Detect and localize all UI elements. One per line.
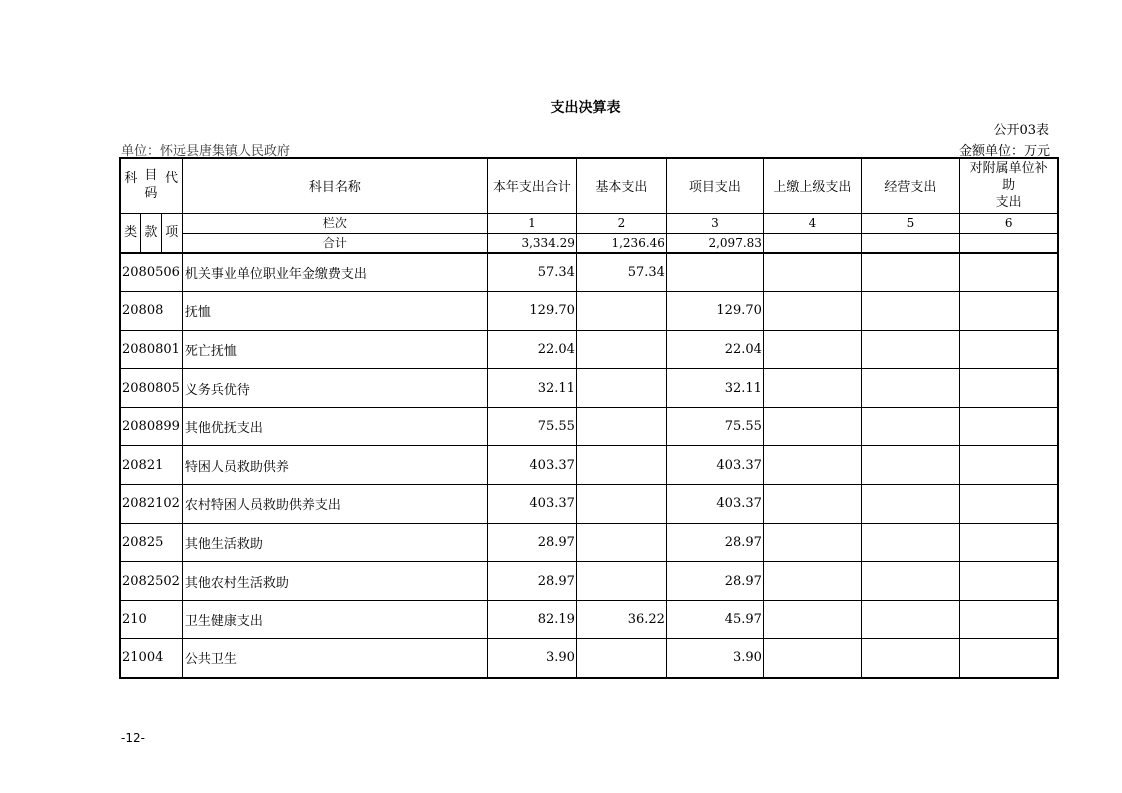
- row-basic: [576, 485, 666, 524]
- row-name: 死亡抚恤: [182, 330, 487, 369]
- row-name: 公共卫生: [182, 639, 487, 678]
- row-code: 2080899: [120, 407, 182, 446]
- row-project: 403.37: [666, 485, 763, 524]
- table-row: [120, 292, 1058, 331]
- row-subsidy: [959, 253, 1058, 292]
- business-header: 经营支出: [861, 158, 959, 213]
- row-project: 129.70: [666, 292, 763, 331]
- subsidy-header: 对附属单位补 助 支出: [959, 158, 1058, 213]
- row-basic: [576, 446, 666, 485]
- lanci-1: 1: [487, 213, 576, 233]
- sum-row: [120, 233, 1058, 253]
- lanci-2: 2: [576, 213, 666, 233]
- row-total: 28.97: [487, 523, 576, 562]
- project-header: 项目支出: [666, 158, 763, 213]
- row-subsidy: [959, 369, 1058, 408]
- row-name: 义务兵优待: [182, 369, 487, 408]
- kuan-header: 款: [141, 213, 161, 253]
- header-row: [120, 158, 1058, 213]
- row-subsidy: [959, 485, 1058, 524]
- table-number: 公开03表: [993, 123, 1049, 138]
- row-project: 3.90: [666, 639, 763, 678]
- row-name: 抚恤: [182, 292, 487, 331]
- row-upper: [763, 369, 861, 408]
- row-basic: [576, 292, 666, 331]
- row-upper: [763, 446, 861, 485]
- row-total: 3.90: [487, 639, 576, 678]
- row-basic: [576, 369, 666, 408]
- table-row: [120, 407, 1058, 446]
- row-code: 2080801: [120, 330, 182, 369]
- page-number: -12-: [121, 731, 145, 745]
- row-upper: [763, 562, 861, 601]
- table-row: [120, 639, 1058, 678]
- sum-upper: [763, 233, 861, 253]
- lanci-label: 栏次: [182, 213, 487, 233]
- row-project: 75.55: [666, 407, 763, 446]
- lanci-4: 4: [763, 213, 861, 233]
- row-name: 机关事业单位职业年金缴费支出: [182, 253, 487, 292]
- row-upper: [763, 639, 861, 678]
- sum-subsidy: [959, 233, 1058, 253]
- table-row: [120, 446, 1058, 485]
- row-total: 129.70: [487, 292, 576, 331]
- sum-total: 3,334.29: [487, 233, 576, 253]
- sum-business: [861, 233, 959, 253]
- row-business: [861, 600, 959, 639]
- row-subsidy: [959, 639, 1058, 678]
- row-code: 20825: [120, 523, 182, 562]
- row-project: 28.97: [666, 562, 763, 601]
- row-basic: [576, 562, 666, 601]
- row-business: [861, 369, 959, 408]
- row-total: 403.37: [487, 446, 576, 485]
- row-upper: [763, 600, 861, 639]
- row-business: [861, 330, 959, 369]
- row-name: 农村特困人员救助供养支出: [182, 485, 487, 524]
- money-unit-label: 金额单位：万元: [958, 144, 1050, 159]
- row-project: 45.97: [666, 600, 763, 639]
- lanci-row: [120, 213, 1058, 233]
- row-basic: [576, 523, 666, 562]
- code-dai-header: 代: [161, 158, 182, 213]
- total-header: 本年支出合计: [487, 158, 576, 213]
- row-business: [861, 253, 959, 292]
- row-code: 21004: [120, 639, 182, 678]
- lanci-5: 5: [861, 213, 959, 233]
- table-row: [120, 253, 1058, 292]
- row-project: 22.04: [666, 330, 763, 369]
- row-total: 28.97: [487, 562, 576, 601]
- row-upper: [763, 485, 861, 524]
- row-code: 2082502: [120, 562, 182, 601]
- table-row: [120, 600, 1058, 639]
- row-business: [861, 485, 959, 524]
- row-name: 其他农村生活救助: [182, 562, 487, 601]
- basic-header: 基本支出: [576, 158, 666, 213]
- lei-header: 类: [120, 213, 141, 253]
- row-subsidy: [959, 600, 1058, 639]
- row-business: [861, 407, 959, 446]
- row-total: 82.19: [487, 600, 576, 639]
- table-row: [120, 369, 1058, 408]
- row-subsidy: [959, 446, 1058, 485]
- row-basic: [576, 330, 666, 369]
- row-upper: [763, 330, 861, 369]
- row-business: [861, 292, 959, 331]
- row-upper: [763, 253, 861, 292]
- row-project: 28.97: [666, 523, 763, 562]
- page-title: 支出决算表: [550, 100, 621, 116]
- row-code: 2080805: [120, 369, 182, 408]
- table-row: [120, 523, 1058, 562]
- row-name: 其他生活救助: [182, 523, 487, 562]
- row-subsidy: [959, 292, 1058, 331]
- lanci-6: 6: [959, 213, 1058, 233]
- row-total: 403.37: [487, 485, 576, 524]
- row-basic: 57.34: [576, 253, 666, 292]
- row-code: 20808: [120, 292, 182, 331]
- row-name: 特困人员救助供养: [182, 446, 487, 485]
- row-project: 32.11: [666, 369, 763, 408]
- row-name: 卫生健康支出: [182, 600, 487, 639]
- row-subsidy: [959, 330, 1058, 369]
- code-ke-header: 科: [120, 158, 141, 213]
- expenditure-table: [119, 157, 1059, 679]
- upper-header: 上缴上级支出: [763, 158, 861, 213]
- row-total: 57.34: [487, 253, 576, 292]
- row-basic: 36.22: [576, 600, 666, 639]
- name-header: 科目名称: [182, 158, 487, 213]
- row-basic: [576, 407, 666, 446]
- table-row: [120, 485, 1058, 524]
- table-row: [120, 562, 1058, 601]
- row-total: 22.04: [487, 330, 576, 369]
- row-code: 2082102: [120, 485, 182, 524]
- row-name: 其他优抚支出: [182, 407, 487, 446]
- table-row: [120, 330, 1058, 369]
- lanci-3: 3: [666, 213, 763, 233]
- row-code: 20821: [120, 446, 182, 485]
- row-business: [861, 446, 959, 485]
- code-mu-header: 目 码: [141, 158, 161, 213]
- row-upper: [763, 523, 861, 562]
- row-upper: [763, 407, 861, 446]
- row-business: [861, 562, 959, 601]
- sum-project: 2,097.83: [666, 233, 763, 253]
- xiang-header: 项: [161, 213, 182, 253]
- row-code: 210: [120, 600, 182, 639]
- row-subsidy: [959, 407, 1058, 446]
- row-total: 75.55: [487, 407, 576, 446]
- row-business: [861, 523, 959, 562]
- unit-label: 单位：怀远县唐集镇人民政府: [121, 144, 291, 159]
- row-code: 2080506: [120, 253, 182, 292]
- row-business: [861, 639, 959, 678]
- sum-basic: 1,236.46: [576, 233, 666, 253]
- row-project: 403.37: [666, 446, 763, 485]
- row-upper: [763, 292, 861, 331]
- row-basic: [576, 639, 666, 678]
- row-subsidy: [959, 523, 1058, 562]
- row-subsidy: [959, 562, 1058, 601]
- row-total: 32.11: [487, 369, 576, 408]
- sum-label: 合计: [182, 233, 487, 253]
- row-project: [666, 253, 763, 292]
